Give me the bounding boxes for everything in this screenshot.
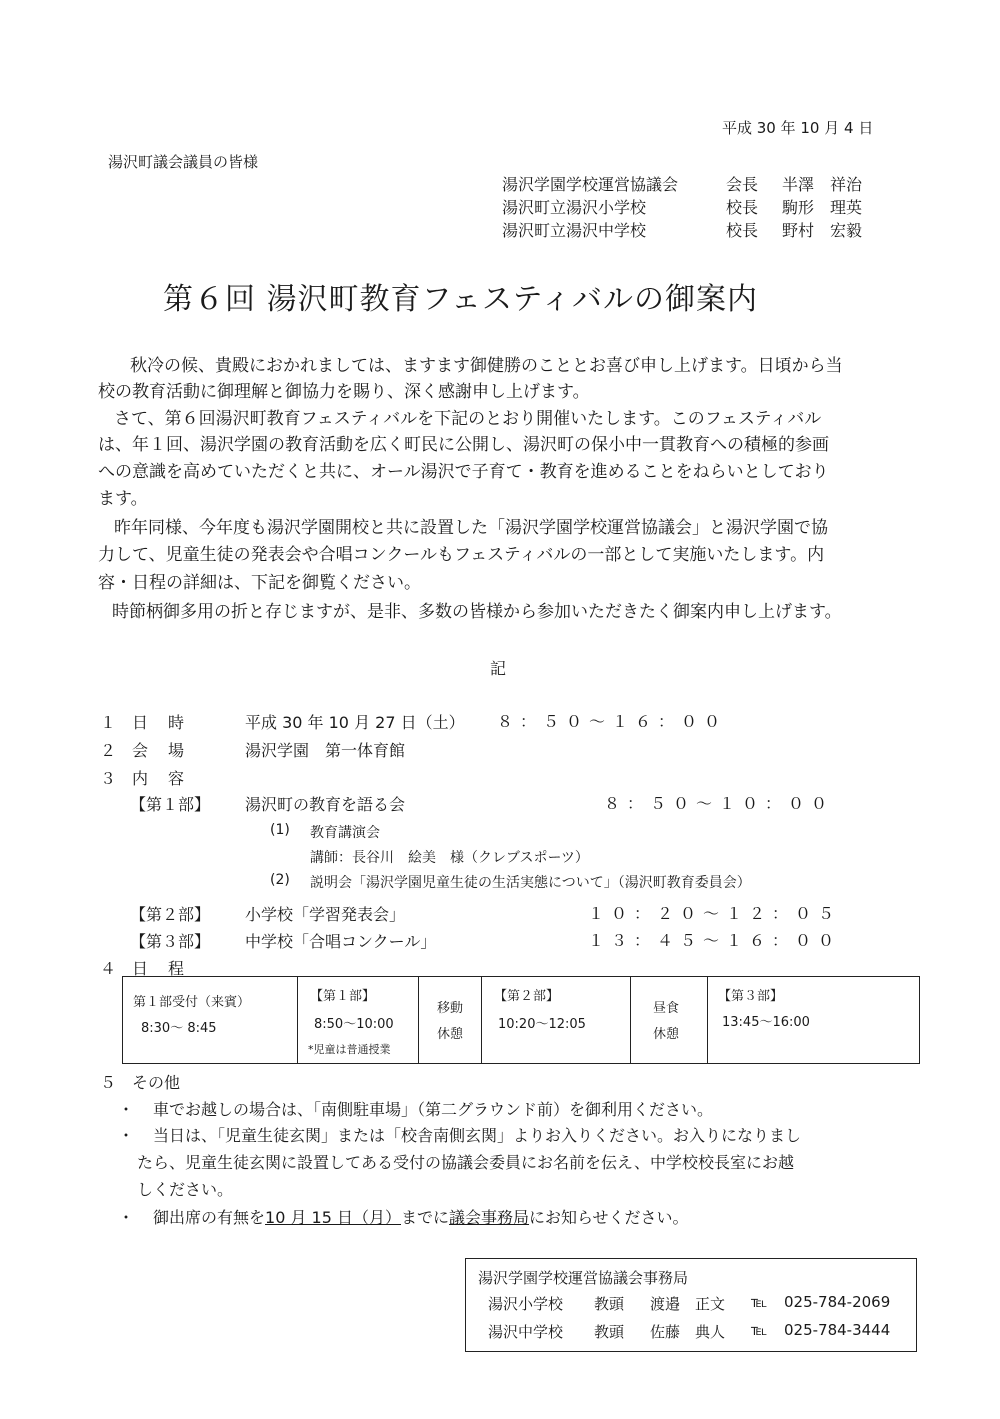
bullet: ・ (118, 1100, 135, 1119)
schedule-cell-note: *児童は普通授業 (308, 1043, 391, 1056)
event-date: 平成 30 年 10 月 27 日（土） (245, 713, 465, 732)
sender-role: 校長 (726, 198, 759, 217)
schedule-cell (419, 977, 482, 1064)
schedule-break-label: 休憩 (437, 1027, 464, 1042)
rsvp-deadline: 10 月 15 日（月） (265, 1208, 401, 1227)
body-line: 容・日程の詳細は、下記を御覧ください。 (98, 573, 421, 593)
item-number: ３ (100, 769, 117, 788)
schedule-cell (298, 977, 419, 1064)
sub-number: (1) (270, 822, 290, 838)
phone-icon: ℡ (751, 1321, 768, 1339)
lecturer: 講師：長谷川 絵美 様（クレブスポーツ） (310, 850, 589, 866)
schedule-cell (708, 977, 920, 1064)
schedule-break-label: 移動 (437, 1001, 464, 1016)
note-text-part: にお知らせください。 (529, 1208, 689, 1227)
item-label: 会 場 (132, 741, 187, 760)
schedule-cell-title: 【第３部】 (718, 989, 784, 1004)
event-venue: 湯沢学園 第一体育館 (245, 741, 406, 760)
schedule-table (122, 976, 920, 1064)
document-date: 平成 30 年 10 月 4 日 (722, 119, 874, 137)
item-label: 日 程 (132, 959, 187, 978)
sender-org: 湯沢学園学校運営協議会 (502, 175, 679, 194)
body-line: 時節柄御多用の折と存じますが、是非、多数の皆様から参加いただきたく御案内申し上げます。 (112, 602, 842, 622)
sub-item: 教育講演会 (310, 825, 380, 841)
sender-org: 湯沢町立湯沢中学校 (502, 221, 647, 240)
schedule-cell (123, 977, 298, 1064)
schedule-break-label: 昼食 (653, 1001, 680, 1016)
sender-org: 湯沢町立湯沢小学校 (502, 198, 647, 217)
part-time: １３：４５～１６：００ (588, 931, 842, 950)
body-line: さて、第６回湯沢町教育フェスティバルを下記のとおり開催いたします。このフェスティバル (114, 409, 822, 429)
note-text: 当日は、「児童生徒玄関」または「校舎南側玄関」よりお入りください。お入りになりまし (153, 1126, 802, 1145)
bullet: ・ (118, 1208, 135, 1227)
note-text: 車でお越しの場合は、「南側駐車場」（第二グラウンド前）を御利用ください。 (153, 1100, 714, 1119)
part-name: 中学校「合唱コンクール」 (245, 932, 437, 951)
phone-icon: ℡ (751, 1293, 768, 1311)
note-text: しください。 (137, 1180, 234, 1199)
item-label: 内 容 (132, 769, 187, 788)
sender-role: 校長 (726, 221, 759, 240)
schedule-cell (631, 977, 708, 1064)
sender-role: 会長 (726, 175, 759, 194)
sender-name: 駒形 理英 (782, 198, 863, 217)
item-number: ２ (100, 741, 117, 760)
schedule-cell (482, 977, 631, 1064)
item-label: 日 時 (132, 713, 187, 732)
ki-heading: 記 (490, 659, 507, 678)
sub-number: (2) (270, 872, 290, 888)
schedule-cell-title: 【第１部】 (310, 989, 376, 1004)
part-name: 湯沢町の教育を語る会 (245, 795, 406, 814)
schedule-cell-time: 8:50～10:00 (314, 1017, 394, 1032)
contact-name: 渡邉 正文 (650, 1295, 726, 1313)
page-title: 第６回 湯沢町教育フェスティバルの御案内 (163, 282, 759, 317)
schedule-cell-time: 13:45～16:00 (722, 1015, 810, 1030)
note-text (153, 1205, 689, 1228)
contact-tel: 025-784-2069 (784, 1293, 891, 1311)
part-time: ８：５０～１０：００ (604, 794, 835, 813)
note-text: たら、児童生徒玄関に設置してある受付の協議会委員にお名前を伝え、中学校校長室にお越 (137, 1153, 794, 1172)
event-time: ８：５０～１６：００ (497, 712, 728, 731)
note-text-part: までに (401, 1208, 450, 1227)
note-text-part: 御出席の有無を (153, 1208, 266, 1227)
body-line: ます。 (98, 489, 148, 509)
contact-school: 湯沢中学校 (488, 1323, 564, 1341)
bullet: ・ (118, 1126, 135, 1145)
sub-item: 説明会「湯沢学園児童生徒の生活実態について」（湯沢町教育委員会） (310, 875, 751, 891)
item-number: ５ (100, 1073, 117, 1092)
contact-name: 佐藤 典人 (650, 1323, 726, 1341)
body-line: への意識を高めていただくと共に、オール湯沢で子育て・教育を進めることをねらいとしており (98, 462, 829, 482)
contact-box (465, 1258, 917, 1352)
item-number: １ (100, 713, 117, 732)
schedule-cell-title: 【第２部】 (494, 989, 560, 1004)
body-line: 校の教育活動に御理解と御協力を賜り、深く感謝申し上げます。 (98, 382, 590, 402)
contact-header: 湯沢学園学校運営協議会事務局 (478, 1269, 689, 1287)
item-number: ４ (100, 959, 117, 978)
part-label: 【第２部】 (130, 905, 211, 924)
sender-name: 野村 宏毅 (782, 221, 863, 240)
addressee: 湯沢町議会議員の皆様 (108, 153, 259, 171)
contact-tel: 025-784-3444 (784, 1321, 891, 1339)
sender-name: 半澤 祥治 (782, 175, 863, 194)
body-line: は、年１回、湯沢学園の教育活動を広く町民に公開し、湯沢町の保小中一貫教育への積極的参画 (98, 435, 829, 455)
body-line: 昨年同様、今年度も湯沢学園開校と共に設置した「湯沢学園学校運営協議会」と湯沢学園で協 (114, 518, 828, 538)
rsvp-office: 議会事務局 (449, 1208, 530, 1227)
schedule-cell-time: 8:30～ 8:45 (141, 1021, 217, 1036)
part-label: 【第１部】 (130, 795, 211, 814)
contact-role: 教頭 (594, 1295, 625, 1313)
part-name: 小学校「学習発表会」 (245, 905, 406, 924)
part-label: 【第３部】 (130, 932, 211, 951)
contact-role: 教頭 (594, 1323, 625, 1341)
schedule-cell-title: 第１部受付（来賓） (133, 995, 251, 1010)
item-label: その他 (132, 1073, 181, 1092)
part-time: １０：２０～１２：０５ (588, 904, 842, 923)
schedule-cell-time: 10:20～12:05 (498, 1017, 586, 1032)
contact-school: 湯沢小学校 (488, 1295, 564, 1313)
schedule-break-label: 休憩 (653, 1027, 680, 1042)
body-line: 秋冷の候、貴殿におかれましては、ますます御健勝のこととお喜び申し上げます。日頃から当 (130, 356, 843, 376)
body-line: 力して、児童生徒の発表会や合唱コンクールもフェスティバルの一部として実施いたします。内 (98, 545, 825, 565)
